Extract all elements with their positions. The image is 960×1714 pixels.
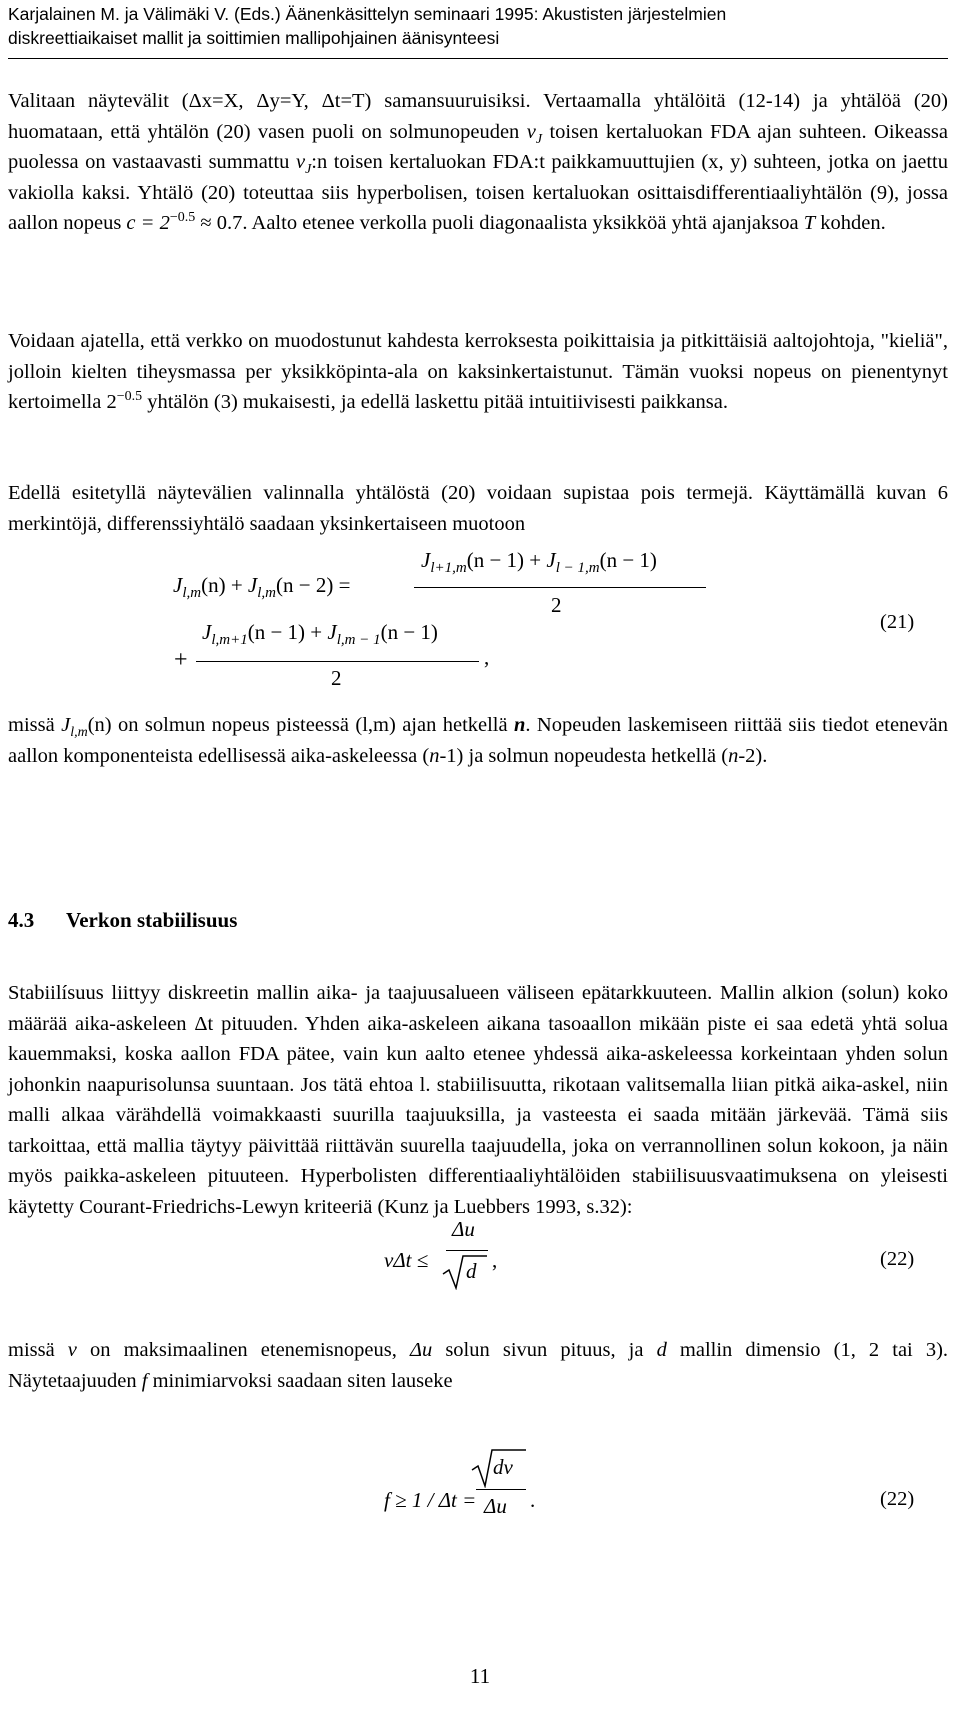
eq21-lhs: $J_{l,m}(n) + J_{l,m}(n - 2)$ =: [173, 573, 351, 602]
eq22a-denominator: d: [466, 1259, 477, 1283]
para1-text-5: kohden.: [820, 212, 886, 234]
para1-text-2: toisen kertaluokan FDA ajan suhteen. Oikeassa puolessa on vastaavasti summattu: [8, 120, 949, 173]
header-rule: [8, 58, 948, 59]
eq21-fraction-bar-1: [414, 587, 706, 588]
eq22a-lhs: vΔt ≤: [384, 1248, 429, 1272]
wave-speed-approx: ≈ 0.7.: [200, 212, 248, 234]
eq22b-fraction-bar: [476, 1489, 526, 1490]
eq21-comma: ,: [484, 645, 490, 669]
para2-exponent: −0.5: [116, 389, 143, 405]
section-number: 4.3: [8, 908, 35, 932]
eq22a-comma: ,: [492, 1248, 498, 1272]
running-header: [8, 2, 948, 50]
eq21-numerator-2: $J_{l,m+1}(n - 1) + J_{l,m - 1}(n - 1)$: [202, 620, 438, 649]
velocity-J-symbol: J: [61, 714, 71, 736]
equation-21-number: (21): [880, 611, 915, 633]
eq21-plus-sign: +: [174, 647, 188, 673]
header-line-2: diskreettiaikaiset mallit ja soittimien mallipohjainen äänisynteesi: [8, 28, 500, 48]
eq21-denominator-1: 2: [551, 593, 562, 617]
time-step-symbol: T: [803, 212, 816, 234]
wave-speed-exponent: −0.5: [169, 210, 196, 226]
velocity-symbol-2: v: [295, 151, 306, 173]
velocity-subscript-2: J: [305, 162, 312, 178]
section-heading: [8, 908, 237, 933]
page-number: 11: [469, 1664, 491, 1688]
eq22b-denominator: Δu: [484, 1494, 507, 1518]
para1-text-3: :n toisen kertaluokan FDA:t paikkamuuttujien (x, y) suhteen, jotka on jaettu vakiolla kaksi. Yhtälö (20) toteuttaa siis hyperbolisen, toisen kertaluokan osittaisdifferentiaaliyhtälön (9), jossa aallon nopeus: [8, 151, 948, 234]
paragraph-3: Edellä esitetyllä näytevälien valinnalla yhtälöstä (20) voidaan supistaa pois termejä. Käyttämällä kuvan 6 merkintöjä, differenssiyhtälö saadaan yksinkertaiseen muotoon: [8, 482, 948, 535]
paragraph-2: [8, 326, 948, 418]
eq21-fraction-bar-2: [196, 661, 479, 662]
paragraph-4: missä $J_{l,m}(n)$ on solmun nopeus pisteessä (l,m) ajan hetkellä n. Nopeuden laskemiseen riittää siis tiedot etenevän aallon komponenteista edellisessä aika-askeleessa (n-1) ja solmun nopeudesta hetkellä (n-2).: [8, 714, 948, 767]
eq22b-lhs: f ≥ 1 / Δt =: [384, 1488, 477, 1512]
sqrt-sign: [441, 1254, 489, 1290]
eq21-numerator-1: $J_{l+1,m}(n - 1) + J_{l - 1,m}(n - 1)$: [421, 548, 657, 577]
eq21-denominator-2: 2: [331, 666, 342, 690]
para1-text-4: Aalto etenee verkolla puoli diagonaalista yksikköä yhtä ajanjaksoa: [251, 212, 799, 234]
eq22b-numerator: dv: [493, 1455, 513, 1479]
para1-text-1: Valitaan näytevälit (Δx=X, Δy=Y, Δt=T) samansuuruisiksi. Vertaamalla yhtälöitä (12-14) ja yhtälöä (20) huomataan, että yhtälön (20) vasen puoli on solmunopeuden: [8, 90, 948, 143]
para2-text-1: Voidaan ajatella, että verkko on muodostunut kahdesta kerroksesta poikittaisia ja pitkittäisiä aaltojohtoja, "kieliä", jolloin kielten tiheysmassa per yksikköpinta-ala on kaksinkertaistunut. Tämän vuoksi nopeus on pienentynyt kertoimella 2: [8, 330, 948, 413]
eq22b-period: .: [530, 1488, 536, 1512]
velocity-subscript: J: [535, 131, 543, 147]
section-title: Verkon stabiilisuus: [66, 908, 238, 932]
paragraph-1: [8, 86, 948, 239]
equation-22a-number: (22): [880, 1248, 915, 1270]
equation-22b-number: (22): [880, 1488, 915, 1510]
wave-speed-expr: c = 2: [126, 212, 170, 234]
header-line-1: Karjalainen M. ja Välimäki V. (Eds.) Äänenkäsittelyn seminaari 1995: Akustisten järjestelmien: [8, 4, 727, 24]
paragraph-5: Stabiilísuus liittyy diskreetin mallin aika- ja taajuusalueen väliseen epätarkkuuteen. Mallin alkion (solun) koko määrää aika-askeleen Δt pituuden. Yhden aika-askeleen aikana tasoaallon mikään piste ei saa edetä yhtä solua kauemmaksi, koska aallon FDA pätee, vain kun aalto etenee yhdessä aika-askeleessa korkeintaan yhden solun johonkin naapurisolunsa suuntaan. Jos tätä ehtoa l. stabiilisuutta, rikotaan valitsemalla liian pitkä aika-askel, niin malli alkaa värähdellä voimakkaasti suurilla taajuuksilla, ja vasteesta ei saada mitään järkevää. Tämä siis tarkoittaa, että mallia täytyy päivittää riittävän suurella taajuudella, joka on verrannollinen solun kokoon, ja näin myös paikka-askeleen pituuteen. Hyperbolisten differentiaaliyhtälöiden stabiilisuusvaatimuksena on yleisesti käytetty Courant-Friedrichs-Lewyn kriteeriä (Kunz ja Luebbers 1993, s.32):: [8, 982, 948, 1218]
velocity-symbol: v: [526, 120, 536, 143]
eq22a-numerator: Δu: [452, 1217, 475, 1241]
para2-text-2: yhtälön (3) mukaisesti, ja edellä laskettu pitää intuitiivisesti paikkansa.: [147, 391, 728, 413]
paragraph-6: missä v on maksimaalinen etenemisnopeus, Δu solun sivun pituus, ja d mallin dimensio (1, 2 tai 3). Näytetaajuuden f minimiarvoksi saadaan siten lauseke: [8, 1339, 949, 1392]
eq22a-fraction-bar: [446, 1250, 488, 1251]
